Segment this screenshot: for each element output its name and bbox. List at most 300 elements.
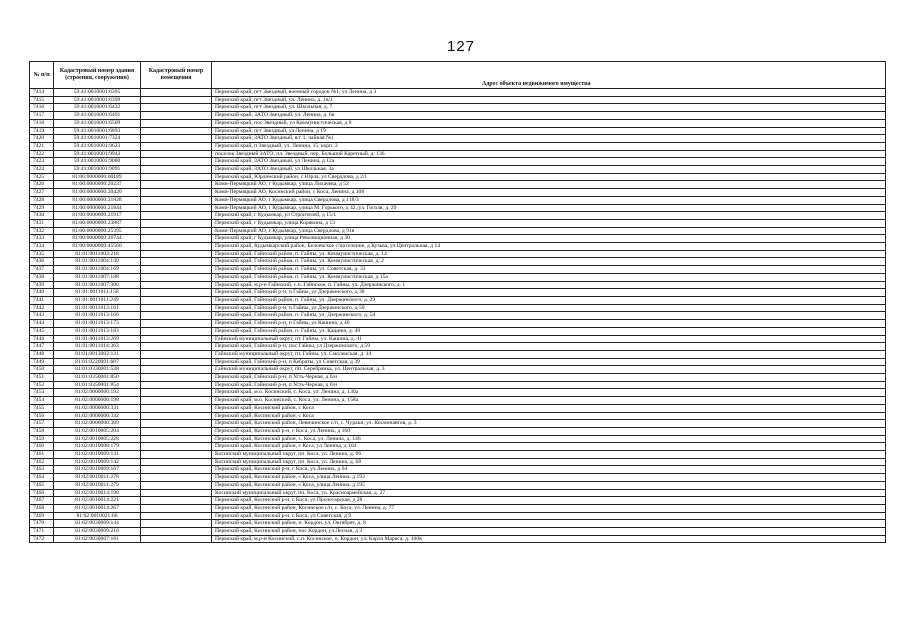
cadastral-number: 81:01:0011007:188 <box>54 273 141 281</box>
row-number: 7421 <box>30 142 54 150</box>
property-address: Пермский край, ЗАТО Звездный, ул Школьная, 3а <box>212 166 886 174</box>
row-number: 7468 <box>30 504 54 512</box>
property-address: Пермский край, Косинский р-н, с Коса, ул Ленина, д 160 <box>212 427 886 435</box>
cadastral-number: 81:02:0010021:66 <box>54 512 141 520</box>
property-address: Пермский край, м.р-н Гайнский, с.п. Гайнское, п. Гайны, ул. Дзержинского, д. 1 <box>212 281 886 289</box>
cadastral-number: 81:02:0000000:192 <box>54 389 141 397</box>
property-address: Пермский край, Косинский р-н, с Коса, ул Пролетарская, д 28 <box>212 497 886 505</box>
property-address: Пермский край, Гайнский р-н, п Гайны, ул Кашина, д 40 <box>212 320 886 328</box>
table-row <box>30 327 886 335</box>
row-number: 7455 <box>30 404 54 412</box>
row-number: 7452 <box>30 381 54 389</box>
table-row <box>30 227 886 235</box>
cadastral-number: 59:41:0010001:6432 <box>54 104 141 112</box>
property-address: Пермский край, ЗАТО Звездный, ул. Ленина, д. 6в <box>212 112 886 120</box>
table-row <box>30 96 886 104</box>
room-cadastral-number <box>141 489 212 497</box>
table-row <box>30 320 886 328</box>
room-cadastral-number <box>141 281 212 289</box>
property-address: Косинский муниципальный округ, пп. Коса, ул. Ленина, д. 66 <box>212 451 886 459</box>
room-cadastral-number <box>141 466 212 474</box>
room-cadastral-number <box>141 104 212 112</box>
room-cadastral-number <box>141 350 212 358</box>
room-cadastral-number <box>141 427 212 435</box>
property-address: поселок Звездный ЗАТО, пл. Звездный, пер. Большой Каретный, д. 136 <box>212 150 886 158</box>
row-number: 7433 <box>30 235 54 243</box>
cadastral-number: 81:00:0000000:25395 <box>54 227 141 235</box>
room-cadastral-number <box>141 127 212 135</box>
table-row <box>30 289 886 297</box>
cadastral-number: 81:02:0010008:179 <box>54 443 141 451</box>
property-address: Коми-Пермяцкий АО, г Кудымкар, улица Свердлова, д 118/3 <box>212 196 886 204</box>
room-cadastral-number <box>141 312 212 320</box>
table-row <box>30 404 886 412</box>
cadastral-number: 81:01:0011014:363 <box>54 343 141 351</box>
row-number: 7456 <box>30 412 54 420</box>
cadastral-number: 81:00:0000000:21917 <box>54 212 141 220</box>
cadastral-number: 81:02:0030009:210 <box>54 528 141 536</box>
property-address: Гайнский муниципальный округ, пт. Гайны, ул. Кашина, д. 41 <box>212 335 886 343</box>
row-number: 7430 <box>30 212 54 220</box>
property-address: Пермский край, Косинский р-н, с Коса, ул Ленина, д 64 <box>212 466 886 474</box>
room-cadastral-number <box>141 212 212 220</box>
room-cadastral-number <box>141 142 212 150</box>
table-row <box>30 135 886 143</box>
table-row <box>30 528 886 536</box>
cadastral-number: 81:00:0000000:20237 <box>54 181 141 189</box>
cadastral-number: 81:02:0010009:141 <box>54 451 141 459</box>
room-cadastral-number <box>141 389 212 397</box>
row-number: 7425 <box>30 173 54 181</box>
cadastral-number: 81:00:0000000:21844 <box>54 204 141 212</box>
room-cadastral-number <box>141 397 212 405</box>
row-number: 7447 <box>30 343 54 351</box>
property-address: Пермский край, ЗАТО Звездный, в/г 1, чайная №1 <box>212 135 886 143</box>
table-row <box>30 435 886 443</box>
room-cadastral-number <box>141 112 212 120</box>
table-row <box>30 296 886 304</box>
property-address: Пермский край, Гайнский район, п. Гайны, ул. Дзержинского, д. 54 <box>212 312 886 320</box>
cadastral-number: 81:06:0000000:00189 <box>54 173 141 181</box>
cadastral-number: 59:41:0010001:6395 <box>54 89 141 97</box>
table-row <box>30 466 886 474</box>
row-number: 7451 <box>30 374 54 382</box>
property-address: Пермский край, ЗАТО Звездный, ул Ленина, д 12а <box>212 158 886 166</box>
table-row <box>30 312 886 320</box>
table-row <box>30 196 886 204</box>
table-row <box>30 189 886 197</box>
room-cadastral-number <box>141 266 212 274</box>
property-address: Пермский край, г Кудымкар, ул Строителей, д 15/1 <box>212 212 886 220</box>
table-row <box>30 112 886 120</box>
property-address: Гайнский муниципальный округ, пт. Гайны, ул. Смоленская, д. 44 <box>212 350 886 358</box>
cadastral-number: 81:01:0011007:300 <box>54 281 141 289</box>
property-address: Коми-Пермяцкий АО, г Кудымкар, улица Свердлова, д 91в <box>212 227 886 235</box>
table-row <box>30 127 886 135</box>
row-number: 7440 <box>30 289 54 297</box>
row-number: 7448 <box>30 350 54 358</box>
row-number: 7458 <box>30 427 54 435</box>
row-number: 7450 <box>30 366 54 374</box>
row-number: 7464 <box>30 474 54 482</box>
property-address: Пермский край, Гайнский р-н, п Усть-Черная, д 6/н <box>212 381 886 389</box>
table-row <box>30 142 886 150</box>
room-cadastral-number <box>141 335 212 343</box>
cadastral-number: 81:01:0011013:161 <box>54 304 141 312</box>
room-cadastral-number <box>141 512 212 520</box>
property-address: Пермский край, Гайнский р-н, п Гайны, ул Дзержинского, д 38 <box>212 289 886 297</box>
row-number: 7431 <box>30 219 54 227</box>
cadastral-number: 81:02:0010011:279 <box>54 481 141 489</box>
cadastral-number: 81:02:0010011:278 <box>54 474 141 482</box>
row-number: 7418 <box>30 119 54 127</box>
cadastral-number: 81:01:0013003:131 <box>54 350 141 358</box>
row-number: 7442 <box>30 304 54 312</box>
room-cadastral-number <box>141 296 212 304</box>
room-cadastral-number <box>141 535 212 543</box>
row-number: 7453 <box>30 389 54 397</box>
cadastral-number: 81:02:0030007:181 <box>54 535 141 543</box>
table-header-row <box>30 62 886 89</box>
table-row <box>30 535 886 543</box>
room-cadastral-number <box>141 304 212 312</box>
table-row <box>30 512 886 520</box>
property-address: Пермский край, Косинский район, с Коса, улица Ленина, д 193 <box>212 474 886 482</box>
room-cadastral-number <box>141 520 212 528</box>
cadastral-number: 59:41:0010001:6399 <box>54 96 141 104</box>
row-number: 7462 <box>30 458 54 466</box>
table-row <box>30 212 886 220</box>
cadastral-number: 81:01:0011013:269 <box>54 335 141 343</box>
property-address: Пермский край, Гайнский район, п. Гайны, ул. Коммунистическая, д. 2 <box>212 258 886 266</box>
room-cadastral-number <box>141 227 212 235</box>
property-address: Пермский край, Косинский район, с Коса <box>212 412 886 420</box>
table-row <box>30 304 886 312</box>
cadastral-number: 81:02:0010014:267 <box>54 504 141 512</box>
cadastral-number: 81:01:0350001:850 <box>54 374 141 382</box>
cadastral-number: 81:01:0350001:854 <box>54 381 141 389</box>
room-cadastral-number <box>141 219 212 227</box>
cadastral-number: 81:02:0010014:221 <box>54 497 141 505</box>
room-cadastral-number <box>141 443 212 451</box>
property-address: Пермский край, Косинский район, п. Кордон, ул. Октябрят, д. 8 <box>212 520 886 528</box>
cadastral-number: 59:41:0010001:9623 <box>54 142 141 150</box>
property-address: Пермский край, Косинский район, с. Коса, ул. Ленина, д. 146 <box>212 435 886 443</box>
property-address: Пермский край, Косинский район, с Коса, ул Ленина, д 104 <box>212 443 886 451</box>
cadastral-number: 81:01:0011004:149 <box>54 258 141 266</box>
cadastral-number: 81:02:0010014:190 <box>54 489 141 497</box>
property-address: Пермский край, пгт Звездный, ул. Школьная, д. 7 <box>212 104 886 112</box>
table-row <box>30 489 886 497</box>
row-number: 7446 <box>30 335 54 343</box>
row-number: 7470 <box>30 520 54 528</box>
cadastral-number: 81:01:0011011:249 <box>54 296 141 304</box>
cadastral-number: 81:02:0030009:144 <box>54 520 141 528</box>
table-row <box>30 481 886 489</box>
table-row <box>30 150 886 158</box>
property-address: Коми-Пермяцкий АО, г Кудымкар, улица М. Горького, д 42,/ул. Гоголя, д. 29 <box>212 204 886 212</box>
property-address: Пермский край, Косинский р-н, с Коса, ул Советская, д 9 <box>212 512 886 520</box>
table-row <box>30 104 886 112</box>
row-number: 7427 <box>30 189 54 197</box>
cadastral-number: 59:41:0010001:6509 <box>54 119 141 127</box>
room-cadastral-number <box>141 158 212 166</box>
row-number: 7422 <box>30 150 54 158</box>
room-cadastral-number <box>141 119 212 127</box>
cadastral-number: 59:41:0010001:9091 <box>54 166 141 174</box>
cadastral-number: 81:01:0011013:173 <box>54 320 141 328</box>
row-number: 7432 <box>30 227 54 235</box>
property-address: Пермский край, Гайнский р-н, п Кебраты, ул Советская, д 39 <box>212 358 886 366</box>
table-row <box>30 350 886 358</box>
table-row <box>30 173 886 181</box>
cadastral-number: 81:01:0011011:158 <box>54 289 141 297</box>
room-cadastral-number <box>141 404 212 412</box>
row-number: 7472 <box>30 535 54 543</box>
row-number: 7459 <box>30 435 54 443</box>
property-address: Пермский край, Косинский район, пос Кордон, ул Лесная, д 3 <box>212 528 886 536</box>
room-cadastral-number <box>141 89 212 97</box>
table-row <box>30 389 886 397</box>
table-row <box>30 366 886 374</box>
cadastral-number: 81:01:0011004:169 <box>54 266 141 274</box>
row-number: 7445 <box>30 327 54 335</box>
table-row <box>30 166 886 174</box>
table-row <box>30 374 886 382</box>
room-cadastral-number <box>141 343 212 351</box>
room-cadastral-number <box>141 412 212 420</box>
row-number: 7461 <box>30 451 54 459</box>
table-row <box>30 343 886 351</box>
row-number: 7424 <box>30 166 54 174</box>
room-cadastral-number <box>141 150 212 158</box>
property-address: Пермский край, Косинский район, с Коса, улица Ленина, д 195 <box>212 481 886 489</box>
cadastral-number: 81:01:0220001:607 <box>54 358 141 366</box>
property-address: Пермский край, Кудымкарский район, Белоевское с/поселение, д Кузьва, ул Центральная, д 14 <box>212 243 886 251</box>
row-number: 7417 <box>30 112 54 120</box>
room-cadastral-number <box>141 196 212 204</box>
cadastral-number: 81:00:0000000:45560 <box>54 243 141 251</box>
row-number: 7441 <box>30 296 54 304</box>
cadastral-number: 59:41:0010001:7324 <box>54 135 141 143</box>
page-number: 127 <box>447 38 476 55</box>
room-cadastral-number <box>141 474 212 482</box>
table-row <box>30 219 886 227</box>
property-address: Пермский край, Гайнский р-н, пос Гайны, ул Дзержинского, д 59 <box>212 343 886 351</box>
table-row <box>30 258 886 266</box>
table-row <box>30 204 886 212</box>
property-address: Пермский край, Гайнский район, п. Гайны, ул. Кашина, д. 49 <box>212 327 886 335</box>
property-address: Пермский край, г Кудымкар, улица Корякина, д 13 <box>212 219 886 227</box>
row-number: 7463 <box>30 466 54 474</box>
property-address: Пермский край, г Кудымкар, улица Революционная, д 30 <box>212 235 886 243</box>
cadastral-number: 81:00:0000000:20420 <box>54 189 141 197</box>
row-number: 7444 <box>30 320 54 328</box>
room-cadastral-number <box>141 96 212 104</box>
table-row <box>30 119 886 127</box>
room-cadastral-number <box>141 235 212 243</box>
table-row <box>30 427 886 435</box>
row-number: 7467 <box>30 497 54 505</box>
table-row <box>30 504 886 512</box>
table-row <box>30 281 886 289</box>
room-cadastral-number <box>141 166 212 174</box>
property-address: Коми-Пермяцкий АО, Косинский район, с Коса, Ленина, д 108 <box>212 189 886 197</box>
room-cadastral-number <box>141 504 212 512</box>
property-address: Пермский край, м.р-н Косинский, с.п. Косинское, п. Кордон, ул. Карла Маркса, д. 100в <box>212 535 886 543</box>
row-number: 7437 <box>30 266 54 274</box>
room-cadastral-number <box>141 374 212 382</box>
property-address: Пермский край, Юрлинский район, с Юрла, ул Свердлова, д 2/1 <box>212 173 886 181</box>
row-number: 7443 <box>30 312 54 320</box>
row-number: 7439 <box>30 281 54 289</box>
cadastral-number: 81:02:0000000:331 <box>54 404 141 412</box>
table-row <box>30 358 886 366</box>
property-address: Пермский край, Косинский район, Косинское с/п, с. Коса, ул. Ленина, д. 77 <box>212 504 886 512</box>
row-number: 7466 <box>30 489 54 497</box>
table-row <box>30 335 886 343</box>
row-number: 7428 <box>30 196 54 204</box>
table-row <box>30 273 886 281</box>
room-cadastral-number <box>141 181 212 189</box>
property-address: Косинский муниципальный округ, пп. Коса, ул. Ленина, д. 68 <box>212 458 886 466</box>
cadastral-number: 81:01:0330001:538 <box>54 366 141 374</box>
room-cadastral-number <box>141 381 212 389</box>
row-number: 7419 <box>30 127 54 135</box>
table-row <box>30 420 886 428</box>
property-address: Пермский край, Гайнский р-н, п Усть-Черная, д 6/н <box>212 374 886 382</box>
table-body <box>30 89 886 543</box>
room-cadastral-number <box>141 320 212 328</box>
table-row <box>30 250 886 258</box>
cadastral-number: 81:02:0000000:198 <box>54 397 141 405</box>
table-row <box>30 158 886 166</box>
header-address: Адрес объекта недвижимого имущества <box>212 62 886 89</box>
table-row <box>30 266 886 274</box>
table-row <box>30 181 886 189</box>
property-address: Пермский край, Гайнский район, п. Гайны, ул. Дзержинского, д. 29 <box>212 296 886 304</box>
room-cadastral-number <box>141 420 212 428</box>
row-number: 7471 <box>30 528 54 536</box>
cadastral-number: 59:41:0010001:9943 <box>54 150 141 158</box>
table-row <box>30 235 886 243</box>
cadastral-number: 81:00:0000000:21828 <box>54 196 141 204</box>
property-address: Пермский край, м.о. Косинский, с. Коса, ул. Ленина, д. 130а <box>212 389 886 397</box>
row-number: 7460 <box>30 443 54 451</box>
row-number: 7415 <box>30 96 54 104</box>
property-address: Пермский край, м.о. Косинский, с. Коса, ул. Ленина, д. 158а <box>212 397 886 405</box>
property-address: Пермский край, п Звездный, ул. Ленина, 15, корп. 3 <box>212 142 886 150</box>
table-row <box>30 89 886 97</box>
property-address: Пермский край, Гайнский район, п. Гайны, ул. Коммунистическая, д 15а <box>212 273 886 281</box>
room-cadastral-number <box>141 258 212 266</box>
row-number: 7469 <box>30 512 54 520</box>
row-number: 7435 <box>30 250 54 258</box>
property-address: Пермский край, Косинский район, с Коса <box>212 404 886 412</box>
cadastral-number: 81:02:0010009:167 <box>54 466 141 474</box>
room-cadastral-number <box>141 204 212 212</box>
room-cadastral-number <box>141 289 212 297</box>
header-cad-room: Кадастровый номер помещения <box>141 62 212 89</box>
row-number: 7465 <box>30 481 54 489</box>
cadastral-number: 59:41:0010001:9080 <box>54 158 141 166</box>
row-number: 7457 <box>30 420 54 428</box>
row-number: 7426 <box>30 181 54 189</box>
room-cadastral-number <box>141 366 212 374</box>
cadastral-number: 59:41:0010001:6893 <box>54 127 141 135</box>
room-cadastral-number <box>141 481 212 489</box>
table-row <box>30 443 886 451</box>
room-cadastral-number <box>141 497 212 505</box>
cadastral-number: 81:02:0000000:332 <box>54 412 141 420</box>
table-row <box>30 520 886 528</box>
room-cadastral-number <box>141 458 212 466</box>
room-cadastral-number <box>141 250 212 258</box>
room-cadastral-number <box>141 243 212 251</box>
row-number: 7423 <box>30 158 54 166</box>
room-cadastral-number <box>141 528 212 536</box>
cadastral-number: 81:02:0010005:228 <box>54 435 141 443</box>
property-address: Пермский край, Гайнский район, п. Гайны, ул. Советская, д. 33 <box>212 266 886 274</box>
table-row <box>30 474 886 482</box>
property-address: Коми-Пермяцкий АО, г Кудымкар, улица Лихачева, д 52 <box>212 181 886 189</box>
property-address: Пермский край, пгт Звездный, ул. Ленина, д. 1в/1 <box>212 96 886 104</box>
room-cadastral-number <box>141 273 212 281</box>
table-row <box>30 397 886 405</box>
table-row <box>30 497 886 505</box>
table-row <box>30 381 886 389</box>
room-cadastral-number <box>141 451 212 459</box>
room-cadastral-number <box>141 173 212 181</box>
cadastral-number: 81:02:0000000:389 <box>54 420 141 428</box>
row-number: 7429 <box>30 204 54 212</box>
cadastral-number: 81:02:0010009:142 <box>54 458 141 466</box>
room-cadastral-number <box>141 189 212 197</box>
table-row <box>30 412 886 420</box>
room-cadastral-number <box>141 135 212 143</box>
row-number: 7438 <box>30 273 54 281</box>
room-cadastral-number <box>141 327 212 335</box>
property-address: Пермский край, пос Звездный, ул Коммунистическая, д 8 <box>212 119 886 127</box>
property-table <box>29 61 886 543</box>
row-number: 7449 <box>30 358 54 366</box>
property-address: Гайнский муниципальный округ, пп. Серебрянка, ул. Центральная, д. 3 <box>212 366 886 374</box>
row-number: 7416 <box>30 104 54 112</box>
cadastral-number: 81:01:0011013:183 <box>54 327 141 335</box>
table-row <box>30 458 886 466</box>
row-number: 7454 <box>30 397 54 405</box>
room-cadastral-number <box>141 358 212 366</box>
cadastral-number: 81:01:0011013:166 <box>54 312 141 320</box>
row-number: 7414 <box>30 89 54 97</box>
property-address: Пермский край, пгт Звездный, военный городок №1, ул Ленина, д 3 <box>212 89 886 97</box>
header-cad-building: Кадастровый номер здания (строения, сооружения) <box>54 62 141 89</box>
property-address: Пермский край, Гайнский р-н, п Гайны, ул Дзержинского, д 50 <box>212 304 886 312</box>
cadastral-number: 81:00:0000000:23887 <box>54 219 141 227</box>
cadastral-number: 81:00:0000000:26744 <box>54 235 141 243</box>
header-num: № п/п <box>30 62 54 89</box>
cadastral-number: 81:02:0010005:204 <box>54 427 141 435</box>
cadastral-number: 81:01:0011003:218 <box>54 250 141 258</box>
property-address: Пермский край, Гайнский район, п. Гайны, ул. Коммунистическая, д. 14 <box>212 250 886 258</box>
property-address: Пермский край, пгт Звездный, ул Ленина, д 19 <box>212 127 886 135</box>
row-number: 7434 <box>30 243 54 251</box>
table-row <box>30 243 886 251</box>
row-number: 7420 <box>30 135 54 143</box>
cadastral-number: 59:41:0010001:6491 <box>54 112 141 120</box>
table-row <box>30 451 886 459</box>
property-address: Косинский муниципальный округ, пп. Коса, ул. Красноармейская, д. 27 <box>212 489 886 497</box>
